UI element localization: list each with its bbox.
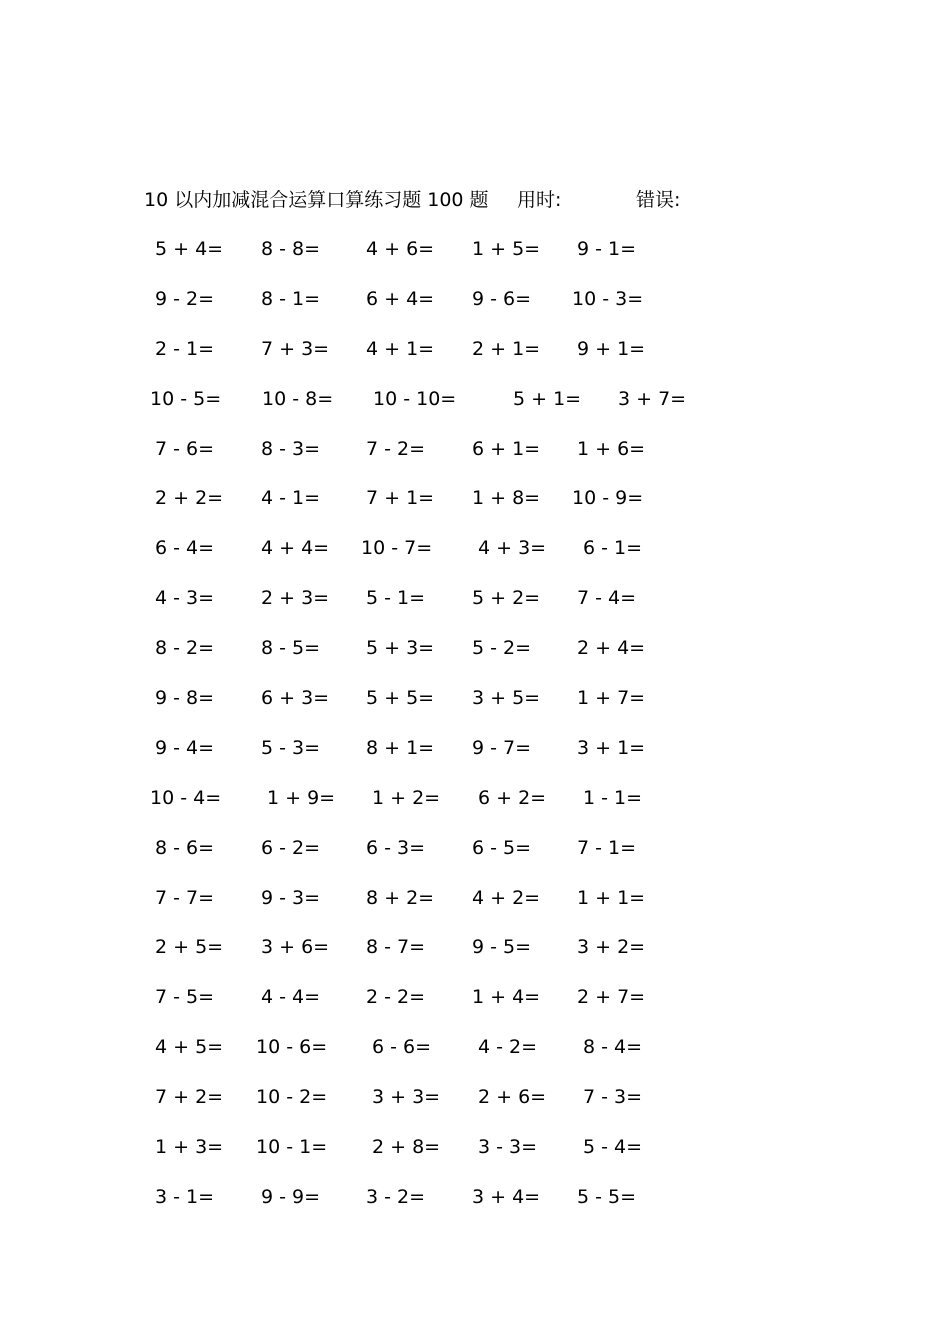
problem-item: 10 - 6=: [256, 1036, 328, 1059]
problem-item: 5 + 5=: [366, 687, 435, 710]
problem-row: [0, 534, 950, 584]
problem-item: 1 + 7=: [577, 687, 646, 710]
problem-item: 9 - 7=: [472, 736, 532, 759]
problem-item: 6 + 4=: [366, 287, 435, 310]
problem-item: 6 - 2=: [261, 836, 321, 859]
problem-item: 5 - 1=: [366, 587, 426, 610]
problem-row: [0, 983, 950, 1033]
problem-item: 3 + 1=: [577, 736, 646, 759]
problem-item: 6 + 1=: [472, 437, 541, 460]
problem-row: [0, 1033, 950, 1083]
problem-row: [0, 634, 950, 684]
problem-item: 8 - 2=: [155, 637, 215, 660]
problem-item: 1 + 2=: [372, 786, 441, 809]
problem-item: 2 + 4=: [577, 637, 646, 660]
problem-item: 3 + 5=: [472, 687, 541, 710]
problem-item: 4 - 3=: [155, 587, 215, 610]
problem-item: 10 - 4=: [150, 786, 222, 809]
problem-item: 1 + 8=: [472, 487, 541, 510]
problem-item: 3 + 3=: [372, 1086, 441, 1109]
problem-item: 7 - 1=: [577, 836, 637, 859]
problem-item: 8 - 6=: [155, 836, 215, 859]
problem-item: 4 + 6=: [366, 238, 435, 260]
problem-item: 4 + 1=: [366, 337, 435, 360]
problem-row: [0, 1133, 950, 1183]
problem-item: 6 + 3=: [261, 687, 330, 710]
problem-row: [0, 684, 950, 734]
problem-item: 7 - 3=: [583, 1086, 643, 1109]
problem-item: 8 - 3=: [261, 437, 321, 460]
problem-item: 5 + 4=: [155, 238, 224, 260]
problem-item: 2 - 1=: [155, 337, 215, 360]
problem-item: 5 - 5=: [577, 1185, 637, 1208]
problem-item: 8 - 8=: [261, 238, 321, 260]
problem-item: 9 - 6=: [472, 287, 532, 310]
problem-item: 8 + 1=: [366, 736, 435, 759]
problem-row: [0, 884, 950, 934]
problem-item: 3 + 2=: [577, 936, 646, 959]
problem-item: 5 - 2=: [472, 637, 532, 660]
problem-item: 2 + 2=: [155, 487, 224, 510]
problem-item: 1 - 1=: [583, 786, 643, 809]
problem-row: [0, 285, 950, 335]
problem-item: 10 - 3=: [572, 287, 644, 310]
problem-item: 8 - 4=: [583, 1036, 643, 1059]
problem-item: 8 - 7=: [366, 936, 426, 959]
problem-item: 1 + 5=: [472, 238, 541, 260]
problem-item: 1 + 4=: [472, 986, 541, 1009]
problem-item: 9 - 4=: [155, 736, 215, 759]
problem-item: 2 - 2=: [366, 986, 426, 1009]
problem-item: 9 + 1=: [577, 337, 646, 360]
problem-item: 7 + 1=: [366, 487, 435, 510]
problem-item: 2 + 5=: [155, 936, 224, 959]
worksheet-title: 10 以内加减混合运算口算练习题 100 题: [144, 189, 489, 211]
problem-item: 4 + 5=: [155, 1036, 224, 1059]
problem-row: [0, 584, 950, 634]
problem-item: 2 + 3=: [261, 587, 330, 610]
problem-item: 9 - 5=: [472, 936, 532, 959]
problem-item: 3 + 6=: [261, 936, 330, 959]
problem-item: 9 - 1=: [577, 238, 637, 260]
problem-item: 1 + 1=: [577, 886, 646, 909]
problem-item: 5 + 1=: [513, 387, 582, 410]
problem-item: 7 + 3=: [261, 337, 330, 360]
problem-row: [0, 1183, 950, 1233]
problem-item: 4 + 3=: [478, 537, 547, 560]
problem-item: 9 - 3=: [261, 886, 321, 909]
problem-item: 10 - 9=: [572, 487, 644, 510]
problem-item: 3 - 2=: [366, 1185, 426, 1208]
problem-item: 10 - 10=: [373, 387, 457, 410]
problem-item: 6 + 2=: [478, 786, 547, 809]
problem-row: [0, 435, 950, 485]
problem-item: 1 + 6=: [577, 437, 646, 460]
problem-item: 5 - 3=: [261, 736, 321, 759]
problem-item: 3 - 3=: [478, 1136, 538, 1159]
problem-item: 9 - 9=: [261, 1185, 321, 1208]
error-label: 错误:: [636, 189, 681, 211]
problem-item: 8 + 2=: [366, 886, 435, 909]
problem-item: 2 + 6=: [478, 1086, 547, 1109]
problem-item: 4 + 4=: [261, 537, 330, 560]
problem-item: 1 + 3=: [155, 1136, 224, 1159]
problem-item: 7 - 5=: [155, 986, 215, 1009]
problem-item: 5 + 2=: [472, 587, 541, 610]
problem-item: 3 - 1=: [155, 1185, 215, 1208]
problem-grid: [0, 235, 950, 1233]
problem-row: [0, 1083, 950, 1133]
problem-item: 6 - 4=: [155, 537, 215, 560]
problem-item: 6 - 1=: [583, 537, 643, 560]
problem-item: 5 - 4=: [583, 1136, 643, 1159]
problem-item: 8 - 5=: [261, 637, 321, 660]
problem-row: [0, 484, 950, 534]
problem-row: [0, 385, 950, 435]
problem-item: 5 + 3=: [366, 637, 435, 660]
problem-row: [0, 734, 950, 784]
problem-row: [0, 933, 950, 983]
problem-item: 6 - 5=: [472, 836, 532, 859]
problem-item: 1 + 9=: [267, 786, 336, 809]
problem-item: 10 - 8=: [262, 387, 334, 410]
problem-item: 8 - 1=: [261, 287, 321, 310]
problem-item: 7 - 6=: [155, 437, 215, 460]
problem-item: 6 - 6=: [372, 1036, 432, 1059]
problem-item: 9 - 2=: [155, 287, 215, 310]
problem-item: 4 - 4=: [261, 986, 321, 1009]
problem-item: 2 + 1=: [472, 337, 541, 360]
problem-item: 6 - 3=: [366, 836, 426, 859]
problem-item: 4 + 2=: [472, 886, 541, 909]
problem-item: 3 + 4=: [472, 1185, 541, 1208]
problem-row: [0, 784, 950, 834]
problem-item: 10 - 5=: [150, 387, 222, 410]
problem-row: [0, 834, 950, 884]
problem-item: 4 - 1=: [261, 487, 321, 510]
problem-item: 7 - 4=: [577, 587, 637, 610]
problem-item: 7 + 2=: [155, 1086, 224, 1109]
worksheet-header: [144, 186, 784, 214]
problem-row: [0, 235, 950, 285]
problem-item: 10 - 2=: [256, 1086, 328, 1109]
problem-item: 2 + 7=: [577, 986, 646, 1009]
problem-item: 9 - 8=: [155, 687, 215, 710]
problem-item: 10 - 1=: [256, 1136, 328, 1159]
problem-item: 7 - 2=: [366, 437, 426, 460]
problem-item: 10 - 7=: [361, 537, 433, 560]
time-label: 用时:: [517, 189, 562, 211]
problem-row: [0, 335, 950, 385]
problem-item: 2 + 8=: [372, 1136, 441, 1159]
problem-item: 4 - 2=: [478, 1036, 538, 1059]
problem-item: 7 - 7=: [155, 886, 215, 909]
problem-item: 3 + 7=: [618, 387, 687, 410]
